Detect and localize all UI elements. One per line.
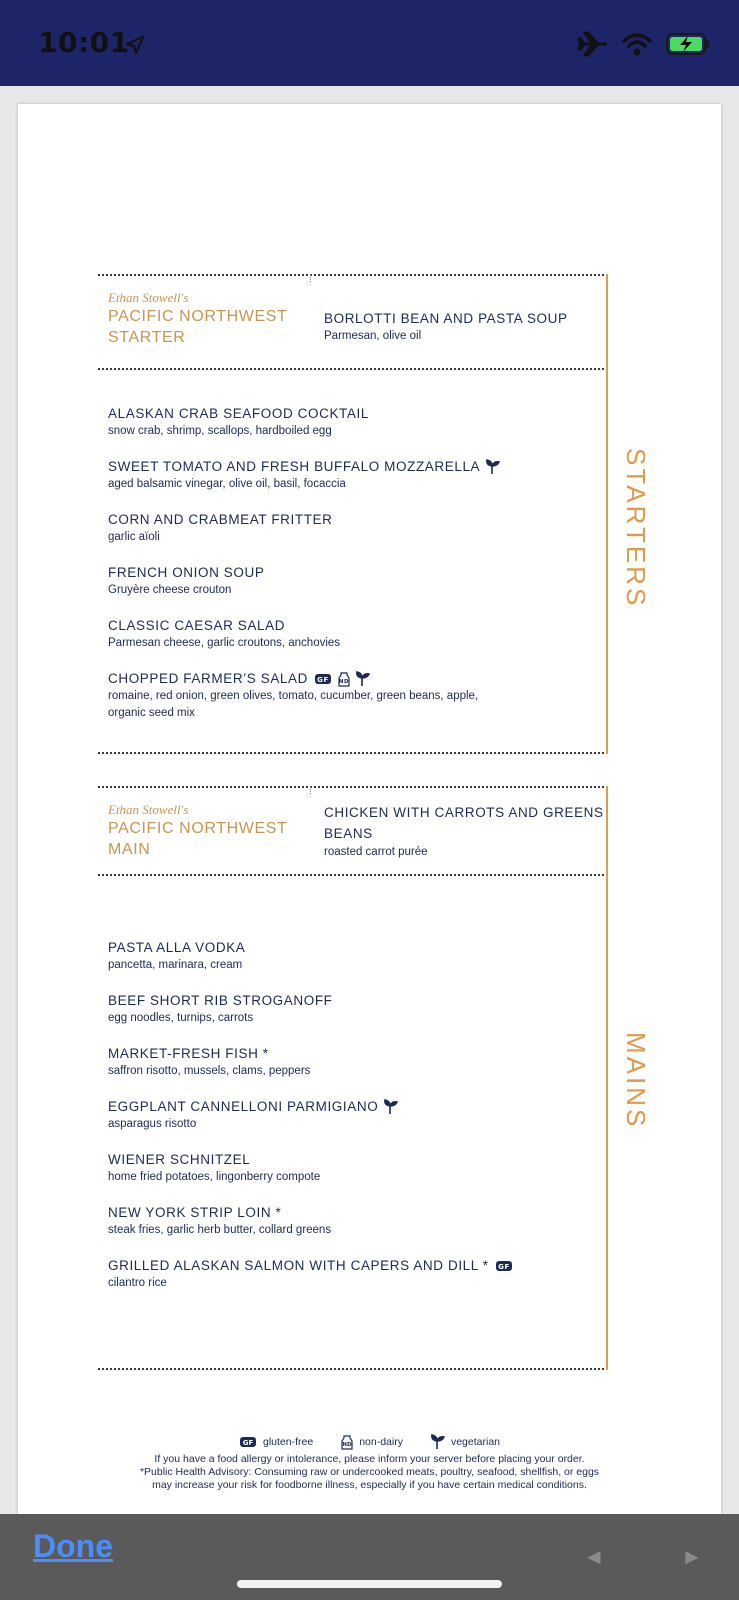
list-item (108, 405, 528, 440)
item-desc: snow crab, shrimp, scallops, hardboiled egg (108, 425, 332, 437)
chef-name: Ethan Stowell's (108, 802, 189, 817)
done-button[interactable]: Done (33, 1528, 113, 1564)
svg-text:GF: GF (497, 1263, 510, 1272)
item-title: ALASKAN CRAB SEAFOOD COCKTAIL (108, 406, 369, 421)
list-item (108, 670, 528, 722)
battery-charging-icon (665, 31, 711, 57)
list-item (108, 939, 528, 974)
next-page-button[interactable]: ► (681, 1544, 703, 1569)
item-title: MARKET-FRESH FISH * (108, 1046, 269, 1061)
item-title: NEW YORK STRIP LOIN * (108, 1205, 282, 1220)
item-title (108, 670, 528, 688)
legend-row (18, 1434, 721, 1450)
list-item (108, 458, 528, 493)
status-time: 10:01 (38, 26, 130, 59)
legend-veg-label: vegetarian (450, 1436, 501, 1448)
item-title-text: CHOPPED FARMER’S SALAD (108, 671, 308, 686)
list-item (108, 617, 528, 652)
item-desc: cilantro rice (108, 1277, 167, 1289)
location-arrow-icon (124, 34, 146, 56)
item-desc: aged balsamic vinegar, olive oil, basil, focaccia (108, 478, 346, 490)
gluten-free-icon (314, 673, 332, 685)
section-label-starters: STARTERS (621, 448, 651, 609)
feature-title: PACIFIC NORTHWEST (108, 308, 288, 325)
previous-page-button[interactable]: ◄ (583, 1544, 605, 1569)
svg-text:GF: GF (242, 1439, 254, 1447)
menu-document[interactable] (18, 104, 721, 1514)
chef-name: Ethan Stowell's (108, 290, 189, 305)
dish-desc: Parmesan, olive oil (324, 330, 422, 342)
divider (310, 786, 311, 794)
item-desc: saffron risotto, mussels, clams, peppers (108, 1065, 311, 1077)
feature-title: PACIFIC NORTHWEST (108, 820, 288, 837)
svg-text:ND: ND (338, 679, 350, 686)
list-item (108, 511, 528, 546)
item-title (108, 458, 528, 476)
feature-dish (324, 310, 568, 345)
item-desc: asparagus risotto (108, 1118, 197, 1130)
non-dairy-icon (338, 671, 350, 687)
feature-block (108, 802, 287, 860)
item-title (108, 1098, 528, 1116)
item-title: WIENER SCHNITZEL (108, 1152, 251, 1167)
item-desc: garlic aïoli (108, 531, 160, 543)
item-title: PASTA ALLA VODKA (108, 940, 246, 955)
list-item (108, 1257, 568, 1292)
list-item (108, 1204, 528, 1239)
item-title: FRENCH ONION SOUP (108, 565, 265, 580)
svg-text:GF: GF (317, 676, 329, 685)
list-item (108, 1045, 528, 1080)
dish-title: BORLOTTI BEAN AND PASTA SOUP (324, 311, 568, 326)
list-item (108, 564, 528, 599)
divider (310, 274, 311, 282)
dish-title: CHICKEN WITH CARROTS AND GREENS (324, 805, 604, 820)
dish-title: BEANS (324, 826, 373, 841)
gluten-free-icon (239, 1436, 257, 1448)
divider (98, 752, 608, 754)
item-desc: steak fries, garlic herb butter, collard greens (108, 1224, 332, 1236)
status-icons (577, 30, 711, 58)
legend-gf (239, 1436, 313, 1448)
dish-desc: roasted carrot purée (324, 846, 428, 858)
list-item (108, 1151, 528, 1186)
allergy-note: If you have a food allergy or intolerance, please inform your server before placing your order. (154, 1453, 585, 1465)
home-indicator[interactable] (237, 1580, 502, 1588)
vegetarian-icon (384, 1099, 398, 1115)
item-desc: romaine, red onion, green olives, tomato, cucumber, green beans, apple, (108, 690, 479, 702)
vegetarian-icon (356, 671, 370, 687)
item-title-text: SWEET TOMATO AND FRESH BUFFALO MOZZARELLA (108, 459, 481, 474)
legend (18, 1434, 721, 1491)
item-desc: pancetta, marinara, cream (108, 959, 243, 971)
airplane-icon (577, 30, 609, 58)
item-desc: home fried potatoes, lingonberry compote (108, 1171, 321, 1183)
list-item (108, 992, 528, 1027)
legend-veg (431, 1434, 500, 1450)
item-title (108, 1257, 568, 1275)
feature-block (108, 290, 287, 348)
health-advisory: *Public Health Advisory: Consuming raw or undercooked meats, poultry, seafood, shellfish, or eggs (139, 1466, 600, 1478)
feature-dish (324, 802, 604, 861)
section-rule (606, 786, 608, 1370)
feature-title: STARTER (108, 329, 186, 346)
item-desc: organic seed mix (108, 707, 195, 719)
feature-title: MAIN (108, 841, 151, 858)
item-title: CLASSIC CAESAR SALAD (108, 618, 286, 633)
item-title: BEEF SHORT RIB STROGANOFF (108, 993, 333, 1008)
bottom-toolbar (0, 1514, 739, 1600)
status-bar (0, 0, 739, 86)
divider (98, 274, 608, 276)
health-advisory-cont: may increase your risk for foodborne illness, especially if you have certain medical conditions. (152, 1479, 587, 1491)
item-desc: egg noodles, turnips, carrots (108, 1012, 254, 1024)
list-item (108, 1098, 528, 1133)
vegetarian-icon (431, 1434, 445, 1450)
divider (98, 1368, 608, 1370)
divider (98, 786, 608, 788)
non-dairy-icon (341, 1434, 353, 1450)
legend-nd (341, 1434, 403, 1450)
section-rule (606, 274, 608, 754)
divider (98, 874, 608, 876)
divider (98, 368, 608, 370)
legend-nd-label: non-dairy (359, 1436, 403, 1448)
item-desc: Parmesan cheese, garlic croutons, anchovies (108, 637, 341, 649)
gluten-free-icon (495, 1260, 513, 1272)
legend-gf-label: gluten-free (262, 1436, 314, 1448)
svg-text:ND: ND (342, 1442, 352, 1448)
item-title-text: GRILLED ALASKAN SALMON WITH CAPERS AND DILL * (108, 1258, 489, 1273)
vegetarian-icon (486, 459, 500, 475)
wifi-icon (621, 30, 653, 58)
item-title-text: EGGPLANT CANNELLONI PARMIGIANO (108, 1099, 379, 1114)
item-title: CORN AND CRABMEAT FRITTER (108, 512, 333, 527)
section-label-mains: MAINS (621, 1032, 651, 1130)
item-desc: Gruyère cheese crouton (108, 584, 232, 596)
